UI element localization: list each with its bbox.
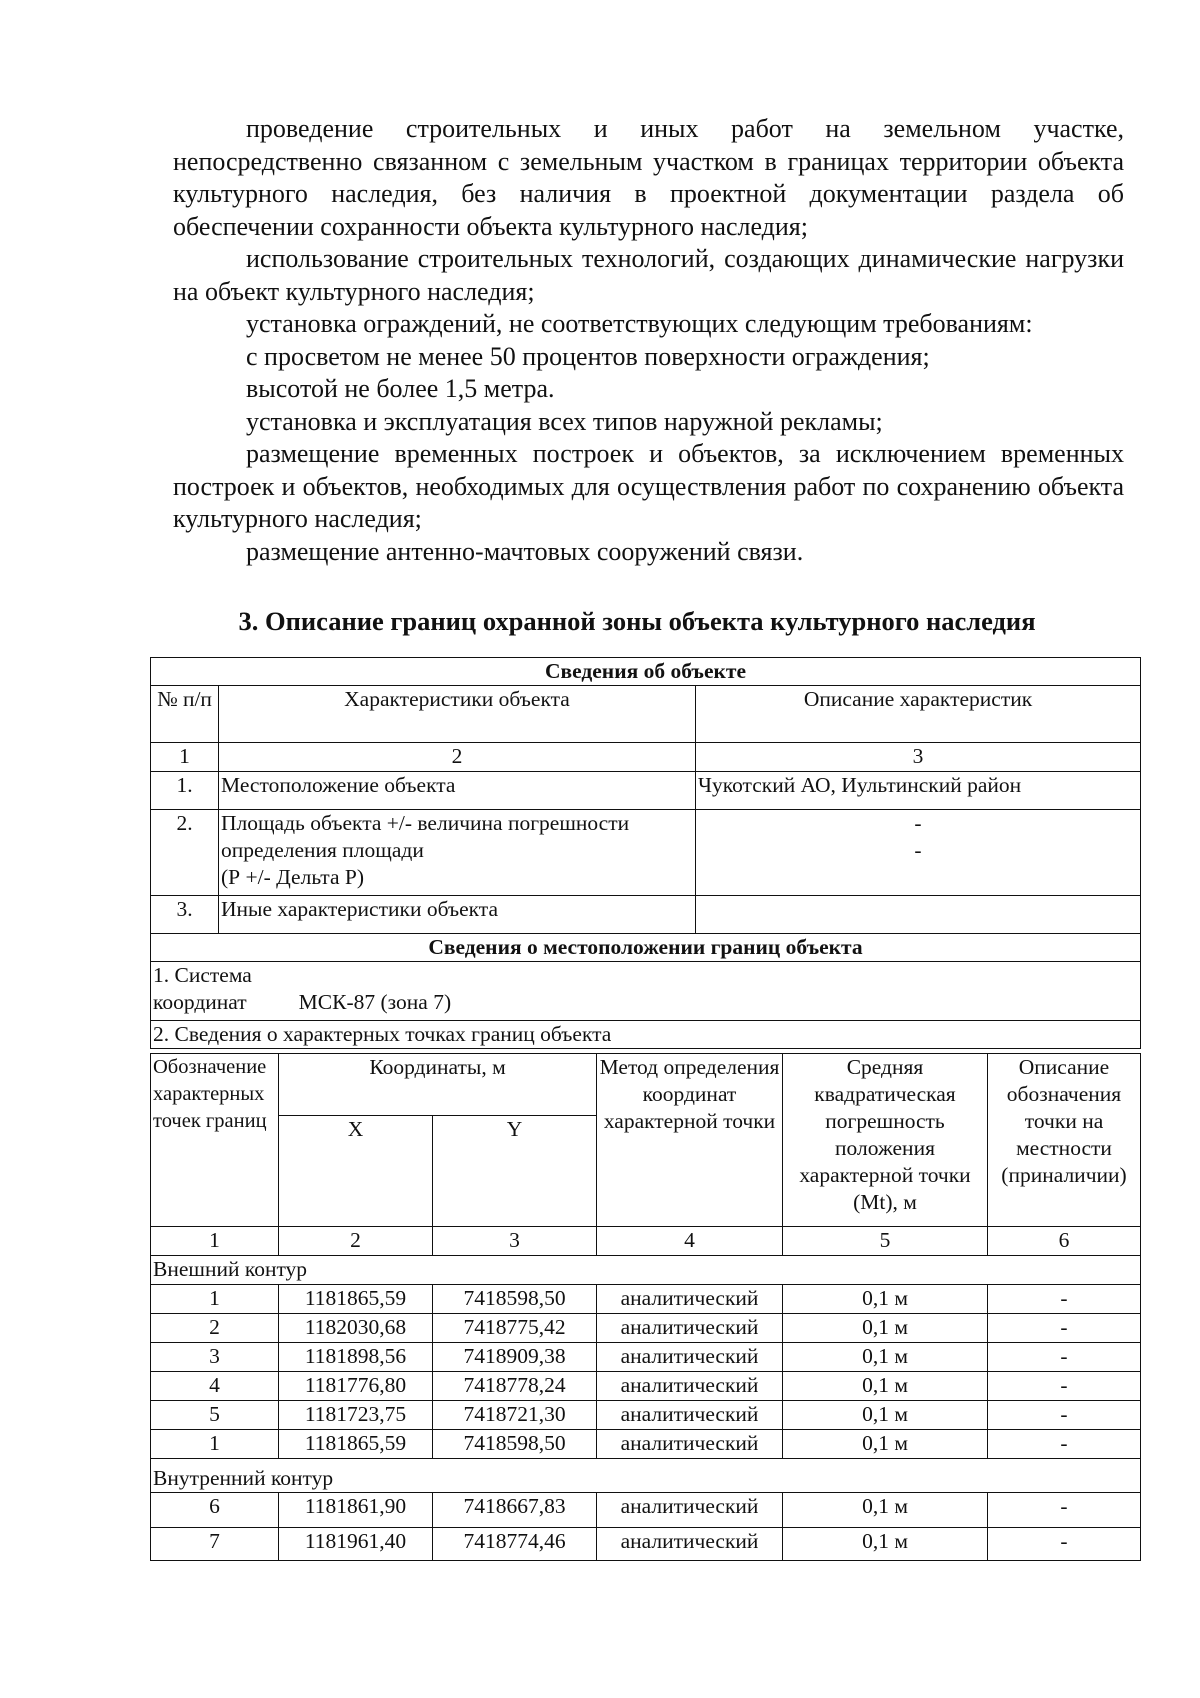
error: 0,1 м	[783, 1285, 988, 1314]
table-row	[151, 1021, 1141, 1049]
point-number: 2	[151, 1314, 279, 1343]
point-number: 5	[151, 1401, 279, 1430]
method: аналитический	[597, 1493, 783, 1528]
inner-contour-label: Внутренний контур	[151, 1459, 1141, 1493]
paragraph-advertising: установка и эксплуатация всех типов наружной рекламы;	[246, 406, 883, 436]
col-header-coordinates: Координаты, м	[279, 1054, 597, 1116]
coord-y: 7418598,50	[433, 1285, 597, 1314]
description: -	[988, 1285, 1141, 1314]
table-row	[151, 1430, 1141, 1459]
row-number: 1.	[151, 772, 219, 810]
table-row	[151, 772, 1141, 810]
row-number: 3.	[151, 896, 219, 934]
characteristic-name: Местоположение объекта	[219, 772, 696, 810]
table-row	[151, 686, 1141, 743]
method: аналитический	[597, 1314, 783, 1343]
coord-y: 7418667,83	[433, 1493, 597, 1528]
error: 0,1 м	[783, 1372, 988, 1401]
table-row	[151, 1459, 1141, 1493]
error: 0,1 м	[783, 1314, 988, 1343]
coord-y: 7418775,42	[433, 1314, 597, 1343]
description: -	[988, 1493, 1141, 1528]
table-row	[151, 896, 1141, 934]
coord-x: 1181961,40	[279, 1528, 433, 1561]
characteristic-name	[219, 810, 696, 896]
characteristic-value: Чукотский АО, Иультинский район	[696, 772, 1141, 810]
coord-y: 7418909,38	[433, 1343, 597, 1372]
point-number: 4	[151, 1372, 279, 1401]
col-number-1: 1	[151, 1227, 279, 1256]
coord-y: 7418774,46	[433, 1528, 597, 1561]
method: аналитический	[597, 1343, 783, 1372]
table-row	[151, 1285, 1141, 1314]
description: -	[988, 1314, 1141, 1343]
table-row	[151, 934, 1141, 962]
characteristic-name: Иные характеристики объекта	[219, 896, 696, 934]
error: 0,1 м	[783, 1401, 988, 1430]
point-number: 3	[151, 1343, 279, 1372]
table-row	[151, 1401, 1141, 1430]
coord-y: 7418778,24	[433, 1372, 597, 1401]
description: -	[988, 1372, 1141, 1401]
paragraph-temporary-buildings: размещение временных построек и объектов, за исключением временных построек и объектов, необходимых для осуществления работ по сохранению объекта культурного наследия;	[173, 439, 1124, 533]
coord-x: 1182030,68	[279, 1314, 433, 1343]
col-number-4: 4	[597, 1227, 783, 1256]
section-heading: 3. Описание границ охранной зоны объекта культурного наследия	[238, 606, 1036, 636]
characteristic-name-formula: (Р +/- Дельта Р)	[221, 865, 365, 889]
error: 0,1 м	[783, 1343, 988, 1372]
point-number: 6	[151, 1493, 279, 1528]
paragraph-fence-height: высотой не более 1,5 метра.	[246, 374, 555, 403]
restrictions-text	[173, 113, 1124, 568]
coord-x: 1181861,90	[279, 1493, 433, 1528]
object-info-table	[150, 657, 1141, 1049]
paragraph-fence-gap: с просветом не менее 50 процентов поверхности ограждения;	[246, 341, 930, 371]
table-row	[151, 1227, 1141, 1256]
table-row	[151, 1314, 1141, 1343]
coordinate-system-cell	[151, 962, 1141, 1021]
col-header-number: № п/п	[151, 686, 219, 743]
coord-y: 7418598,50	[433, 1430, 597, 1459]
coord-x: 1181865,59	[279, 1430, 433, 1459]
point-number: 7	[151, 1528, 279, 1561]
table-row	[151, 1256, 1141, 1285]
col-number-1: 1	[151, 743, 219, 772]
coord-x: 1181865,59	[279, 1285, 433, 1314]
characteristic-name-line: Площадь объекта +/- величина погрешности определения площади	[221, 811, 630, 862]
coord-x: 1181776,80	[279, 1372, 433, 1401]
table-row	[151, 1343, 1141, 1372]
table-row	[151, 658, 1141, 686]
paragraph-technologies: использование строительных технологий, создающих динамические нагрузки на объект культурного наследия;	[173, 244, 1124, 306]
col-number-2: 2	[279, 1227, 433, 1256]
col-header-x: X	[279, 1116, 433, 1227]
col-number-5: 5	[783, 1227, 988, 1256]
method: аналитический	[597, 1430, 783, 1459]
table-row	[151, 962, 1141, 1021]
table-row	[151, 810, 1141, 896]
points-title: 2. Сведения о характерных точках границ объекта	[151, 1021, 1141, 1049]
paragraph-construction: проведение строительных и иных работ на земельном участке, непосредственно связанном с земельным участком в границах территории объекта культурного наследия, без наличия в проектной документации раздела об обеспечении сохранности объекта культурного наследия;	[173, 114, 1124, 241]
coord-x: 1181723,75	[279, 1401, 433, 1430]
table-row	[151, 1054, 1141, 1116]
row-number: 2.	[151, 810, 219, 896]
method: аналитический	[597, 1401, 783, 1430]
col-header-point: Обозначение характерных точек границ	[151, 1054, 279, 1227]
method: аналитический	[597, 1528, 783, 1561]
table-row	[151, 1528, 1141, 1561]
characteristic-value	[696, 896, 1141, 934]
method: аналитический	[597, 1372, 783, 1401]
area-value: -	[914, 811, 922, 835]
coordinate-system-label-2: координат	[153, 990, 247, 1014]
point-number: 1	[151, 1285, 279, 1314]
col-header-error: Средняя квадратическая погрешность положения характерной точки (Mt), м	[783, 1054, 988, 1227]
col-header-method: Метод определения координат характерной точки	[597, 1054, 783, 1227]
coord-x: 1181898,56	[279, 1343, 433, 1372]
description: -	[988, 1430, 1141, 1459]
error: 0,1 м	[783, 1430, 988, 1459]
description: -	[988, 1343, 1141, 1372]
col-number-3: 3	[696, 743, 1141, 772]
paragraph-antenna: размещение антенно-мачтовых сооружений связи.	[246, 536, 804, 566]
table-row	[151, 1493, 1141, 1528]
error: 0,1 м	[783, 1528, 988, 1561]
col-number-3: 3	[433, 1227, 597, 1256]
col-header-y: Y	[433, 1116, 597, 1227]
coordinates-table	[150, 1053, 1141, 1561]
coord-y: 7418721,30	[433, 1401, 597, 1430]
area-error-value: -	[914, 838, 922, 862]
characteristic-value	[696, 810, 1141, 896]
col-number-6: 6	[988, 1227, 1141, 1256]
table-row	[151, 743, 1141, 772]
col-header-location-desc: Описание обозначения точки на местности (приналичии)	[988, 1054, 1141, 1227]
col-header-characteristics: Характеристики объекта	[219, 686, 696, 743]
error: 0,1 м	[783, 1493, 988, 1528]
description: -	[988, 1401, 1141, 1430]
location-title: Сведения о местоположении границ объекта	[151, 934, 1141, 962]
table-row	[151, 1372, 1141, 1401]
object-info-title: Сведения об объекте	[151, 658, 1141, 686]
coordinate-system-value: МСК-87 (зона 7)	[298, 990, 452, 1014]
coordinate-system-line	[153, 989, 1138, 1016]
col-header-description: Описание характеристик	[696, 686, 1141, 743]
method: аналитический	[597, 1285, 783, 1314]
point-number: 1	[151, 1430, 279, 1459]
coordinate-system-label: 1. Система	[153, 963, 252, 987]
col-number-2: 2	[219, 743, 696, 772]
outer-contour-label: Внешний контур	[151, 1256, 1141, 1285]
description: -	[988, 1528, 1141, 1561]
paragraph-fences: установка ограждений, не соответствующих следующим требованиям:	[246, 309, 1033, 338]
